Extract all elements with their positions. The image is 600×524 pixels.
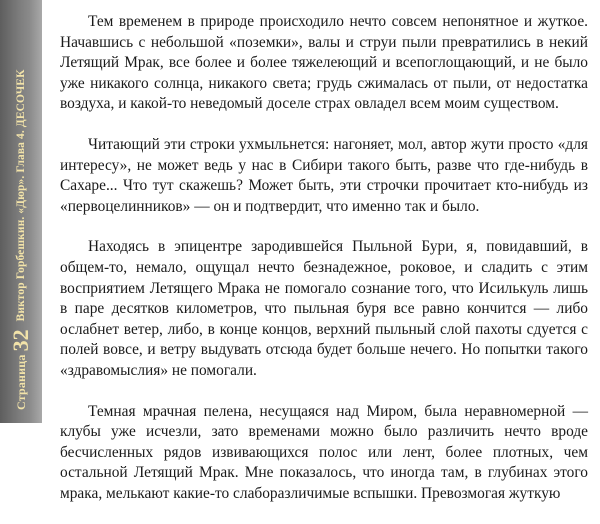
spine-label [10, 40, 32, 410]
page-spine-band [0, 0, 42, 423]
body-text [60, 12, 588, 524]
page-label: Страница [13, 354, 28, 410]
paragraph-1: Тем временем в природе происходило нечто совсем непонятное и жуткое. Начавшись с небольшой «поземки», валы и струи пыли превратились в некий Летящий Мрак, все более и более тяжелеющий и всепоглощающий, и не было уже никакого солнца, никакого света; грудь сжималась от пыли, от недостатка воздуха, и какой-то неведомый доселе страх овладел всем моим существом. [60, 13, 588, 113]
paragraph-2: Читающий эти строки ухмыльнется: нагоняет, мол, автор жути просто «для интересу», не может ведь у нас в Сибири такого быть, разве что где-нибудь в Сахаре... Что тут скажешь? Может быть, эти строчки прочитает кто-нибудь из «первоцелинников» — он и подтвердит, что именно так и было. [60, 135, 588, 215]
running-title: Виктор Горбешкин. «Дюр». Глава 4. ДЕСОЧЕК [15, 69, 27, 322]
paragraph-3: Находясь в эпицентре зародившейся Пыльной Бури, я, повидавший, в общем-то, немало, ощущал нечто безнадежное, роковое, и сладить с этим восприятием Летящего Мрака не помогало сознание того, что Исилькуль лишь в паре десятков километров, что пыльная буря все равно кончится — либо ослабнет ветер, либо, в конце концов, верхний пыльный слой пахоты сдуется с полей вовсе, и ветру выдувать отсюда будет больше нечего. Но попытки такого «здравомыслия» не помогали. [60, 238, 588, 379]
page-number: 32 [8, 329, 33, 352]
paragraph-4: Темная мрачная пелена, несущаяся над Миром, была неравномерной — клубы уже исчезли, зато временами можно было различить нечто вроде бесчисленных рядов извивающихся полос или лент, более плотных, чем остальной Летящий Мрак. Мне показалось, что иногда там, в глубинах этого мрака, мелькают какие-то слаборазличимые вспышки. Превозмогая жуткую [60, 402, 588, 502]
